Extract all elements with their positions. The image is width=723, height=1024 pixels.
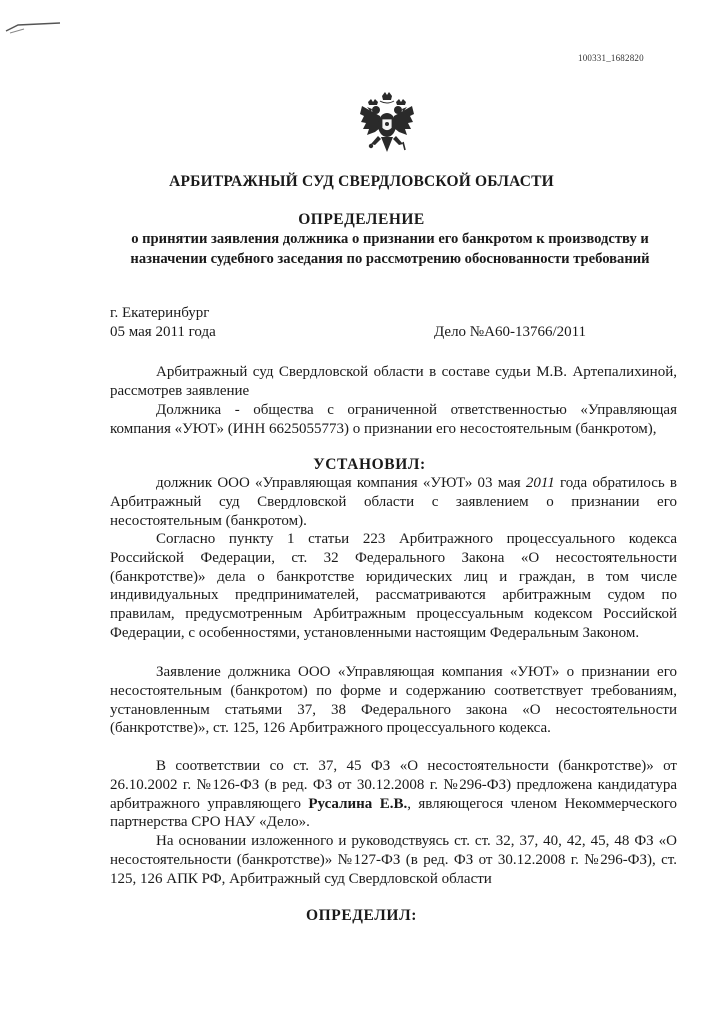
p6-text-b: , являющегося членом Некоммерческого партнерства СРО НАУ «Дело». [110,795,678,831]
p6-text-a: В соответствии со ст. 37, 45 ФЗ «О несостоятельности (банкротстве)» от 26.10.2002 г. №126-ФЗ (в ред. ФЗ от 30.12.2008 г. №296-ФЗ) предложена кандидатура арбитражного управляющего [110,758,677,812]
paragraph-application-filed [110,474,677,530]
paragraph-grounds: На основании изложенного и руководствуясь ст. ст. 32, 37, 40, 42, 45, 48 ФЗ «О несостоятельности (банкротстве)» №127-ФЗ (в ред. ФЗ от 30.12.2008 г. №296-ФЗ), ст. 125, 126 АПК РФ, Арбитражный суд Свердловской области [110,833,677,887]
city: г. Екатеринбург [110,305,210,321]
p3-text-a: должник ООО «Управляющая компания «УЮТ» 03 мая [156,475,526,491]
heading-determined: ОПРЕДЕЛИЛ: [305,907,418,924]
staple-mark-icon [4,20,62,34]
paragraph-applicant: Должника - общества с ограниченной ответственностью «Управляющая компания «УЮТ» (ИНН 6625055773) о признании его несостоятельным (банкротом), [110,402,677,437]
p3-text-b: года обратилось в Арбитражный суд Свердловской области с заявлением о признании его несостоятельным (банкротом). [110,475,678,529]
paragraph-application-compliance: Заявление должника ООО «Управляющая компания «УЮТ» о признании его несостоятельным (банкротом) по форме и содержанию соответствует требованиям, установленным статьями 37, 38 Федерального закона «О несостоятельности (банкротстве)», ст. 125, 126 Арбитражного процессуального кодекса. [110,664,677,737]
p3-year: 2011 [525,475,555,491]
document-subtitle: о принятии заявления должника о признании его банкротом к производству и назначении судебного заседания по рассмотрению обоснованности требований [130,231,650,267]
court-name: АРБИТРАЖНЫЙ СУД СВЕРДЛОВСКОЙ ОБЛАСТИ [169,173,554,190]
administrator-name: Русалина Е.В. [308,795,408,812]
paragraph-administrator-candidate [110,757,677,832]
coat-of-arms-icon [358,92,416,158]
document-date: 05 мая 2011 года [110,324,216,340]
case-number: Дело №А60-13766/2011 [434,324,587,340]
heading-established: УСТАНОВИЛ: [313,456,426,473]
paragraph-legal-basis: Согласно пункту 1 статьи 223 Арбитражного процессуального кодекса Российской Федерации, ст. 32 Федерального Закона «О несостоятельности (банкротстве)» дела о банкротстве юридических лиц и граждан, в том числе индивидуальных предпринимателей, рассматриваются арбитражным судом по правилам, предусмотренным Арбитражным процессуальным кодексом Российской Федерации, с особенностями, установленными настоящим Федеральным Законом. [110,531,677,641]
document-id: 100331_1682820 [578,53,644,63]
paragraph-court-composition: Арбитражный суд Свердловской области в составе судьи М.В. Артепалихиной, рассмотрев заявление [110,364,677,399]
document-title: ОПРЕДЕЛЕНИЕ [298,211,425,228]
